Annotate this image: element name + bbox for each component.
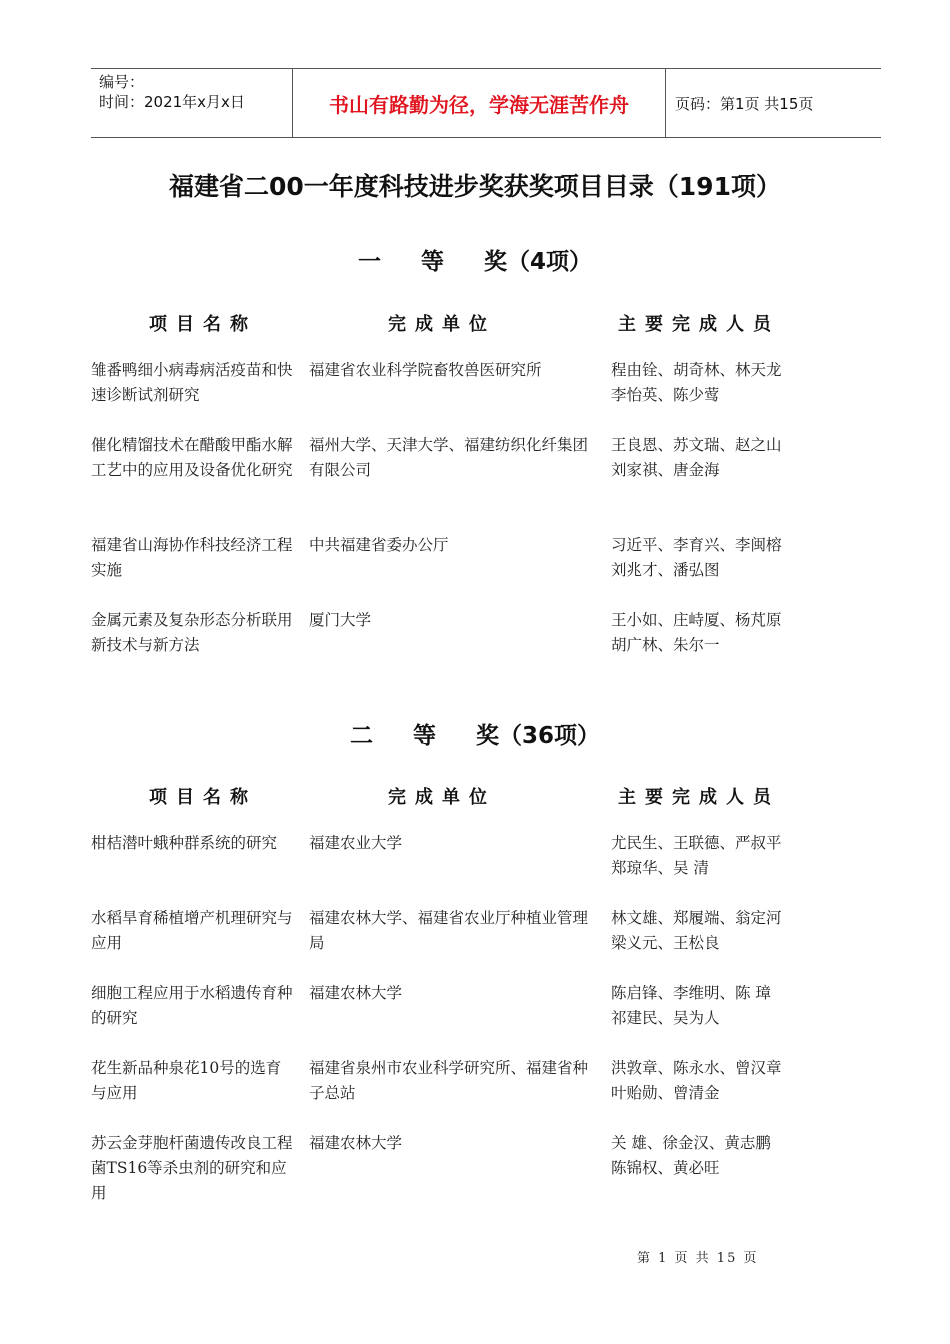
section-heading-first: 一 等 奖（4项） [357, 249, 593, 275]
people-line: 胡广林、朱尔一 [611, 636, 720, 654]
people-line: 祁建民、吴为人 [611, 1009, 720, 1027]
column-header-unit: 完成单位 [388, 787, 496, 808]
people-line: 刘兆才、潘弘图 [611, 561, 720, 579]
project-name: 水稻旱育稀植增产机理研究与应用 [91, 909, 293, 952]
project-people [611, 433, 811, 483]
column-header-people: 主要完成人员 [618, 314, 780, 335]
project-people [611, 906, 811, 956]
page-header [91, 68, 881, 138]
header-meta [99, 69, 289, 140]
project-people [611, 981, 811, 1031]
column-header-unit: 完成单位 [388, 314, 496, 335]
project-name: 催化精馏技术在醋酸甲酯水解工艺中的应用及设备优化研究 [91, 436, 293, 479]
project-people [611, 831, 811, 881]
project-name: 苏云金芽胞杆菌遗传改良工程菌TS16等杀虫剂的研究和应用 [91, 1134, 293, 1202]
page-footer: 第 1 页 共 15 页 [637, 1251, 759, 1266]
project-name: 花生新品种泉花10号的选育与应用 [91, 1059, 282, 1102]
header-number: 编号： [99, 73, 145, 91]
people-line: 王良恩、苏文瑞、赵之山 [611, 436, 782, 454]
people-line: 叶贻勋、曾清金 [611, 1084, 720, 1102]
people-line: 洪敦章、陈永水、曾汉章 [611, 1059, 782, 1077]
people-line: 王小如、庄峙厦、杨芃原 [611, 611, 782, 629]
document-title: 福建省二00一年度科技进步奖获奖项目目录（191项） [169, 172, 781, 201]
people-line: 郑琼华、吴 清 [611, 859, 709, 877]
project-unit: 中共福建省委办公厅 [309, 536, 449, 554]
project-people [611, 358, 811, 408]
column-header-people: 主要完成人员 [618, 787, 780, 808]
project-name: 金属元素及复杂形态分析联用新技术与新方法 [91, 611, 293, 654]
section-heading-second: 二 等 奖（36项） [349, 723, 601, 749]
project-unit: 福建省农业科学院畜牧兽医研究所 [309, 361, 542, 379]
people-line: 陈锦权、黄必旺 [611, 1159, 720, 1177]
people-line: 李怡英、陈少莺 [611, 386, 720, 404]
project-unit: 福建农业大学 [309, 834, 403, 852]
project-unit: 福建农林大学 [309, 1134, 403, 1152]
project-unit: 福建农林大学 [309, 984, 403, 1002]
project-unit: 福州大学、天津大学、福建纺织化纤集团有限公司 [309, 436, 589, 479]
project-name: 柑桔潜叶蛾种群系统的研究 [91, 834, 278, 852]
project-people [611, 533, 811, 583]
people-line: 梁义元、王松良 [611, 934, 720, 952]
column-header-name: 项目名称 [149, 314, 257, 335]
project-name: 细胞工程应用于水稻遗传育种的研究 [91, 984, 293, 1027]
project-unit: 福建省泉州市农业科学研究所、福建省种子总站 [309, 1059, 589, 1102]
header-motto: 书山有路勤为径，学海无涯苦作舟 [292, 69, 666, 137]
people-line: 陈启锋、李维明、陈 璋 [611, 984, 771, 1002]
project-unit: 福建农林大学、福建省农业厅种植业管理局 [309, 909, 589, 952]
people-line: 关 雄、徐金汉、黄志鹏 [611, 1134, 771, 1152]
people-line: 习近平、李育兴、李闽榕 [611, 536, 782, 554]
project-name: 雏番鸭细小病毒病活疫苗和快速诊断试剂研究 [91, 361, 293, 404]
people-line: 林文雄、郑履端、翁定河 [611, 909, 782, 927]
project-people [611, 1056, 811, 1106]
project-unit: 厦门大学 [309, 611, 372, 629]
project-name: 福建省山海协作科技经济工程实施 [91, 536, 293, 579]
people-line: 刘家祺、唐金海 [611, 461, 720, 479]
project-people [611, 608, 811, 658]
column-header-name: 项目名称 [149, 787, 257, 808]
header-time: 时间：2021年x月x日 [99, 93, 245, 111]
header-page: 页码：第1页 共15页 [675, 94, 814, 113]
people-line: 程由铨、胡奇林、林天龙 [611, 361, 782, 379]
project-people [611, 1131, 811, 1181]
people-line: 尤民生、王联德、严叔平 [611, 834, 782, 852]
